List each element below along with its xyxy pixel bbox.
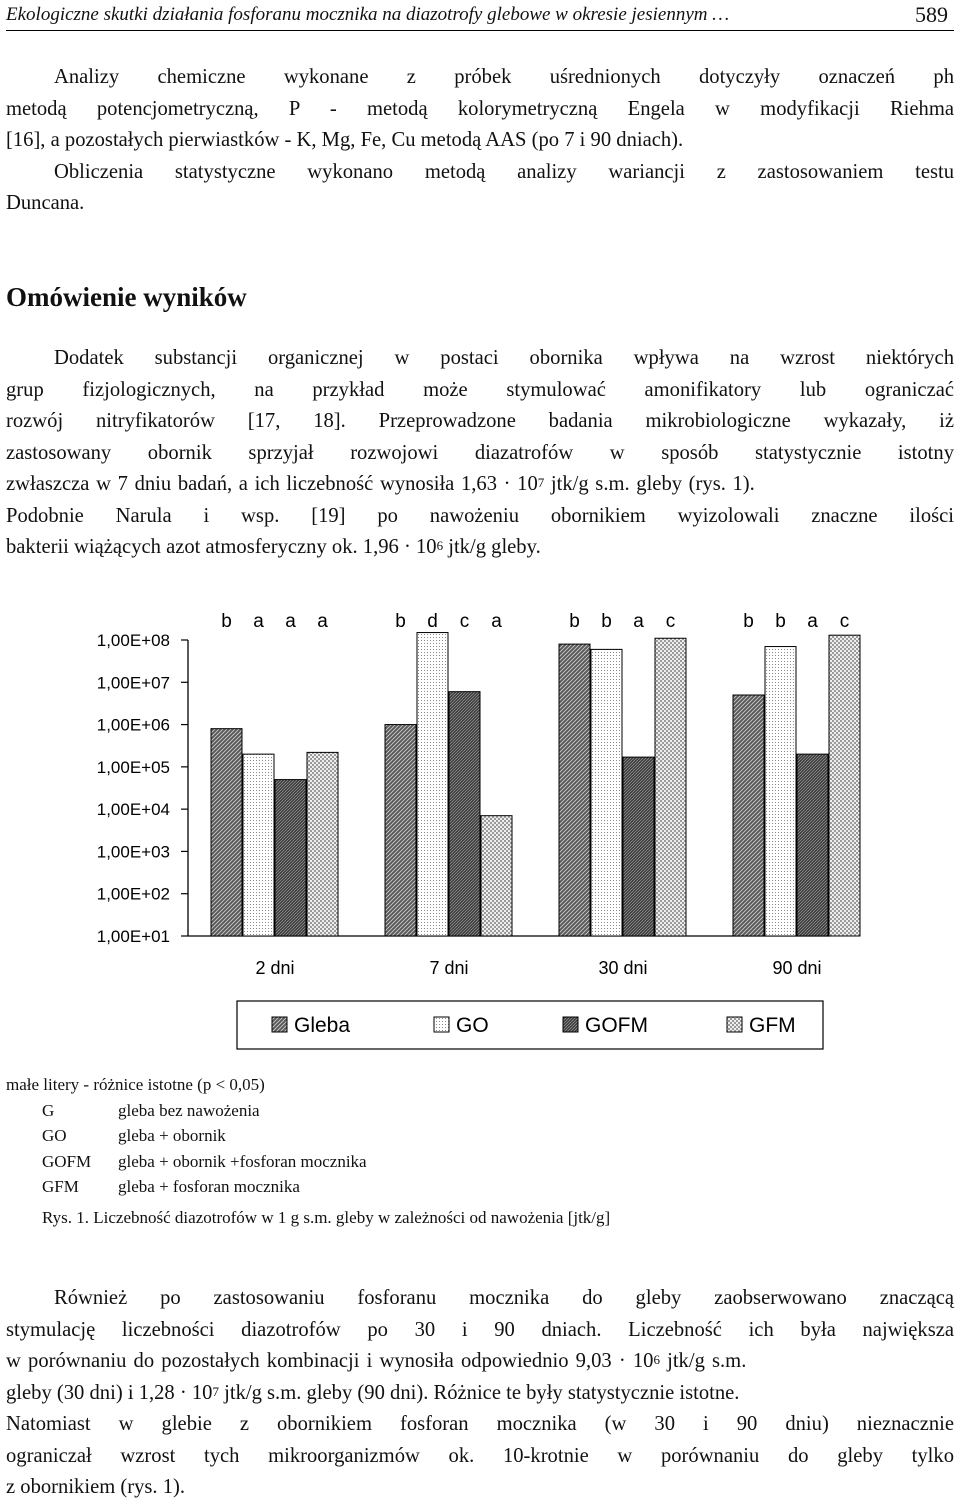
- legend-swatch: [727, 1017, 742, 1032]
- text-fragment: jtk/g gleby.: [443, 536, 541, 558]
- bar-go: [765, 647, 796, 936]
- y-tick-label: 1,00E+03: [96, 842, 170, 862]
- figure-caption: Rys. 1. Liczebność diazotrofów w 1 g s.m. gleby w zależności od nawożenia [jtk/g]: [42, 1208, 611, 1227]
- bar-gleba: [385, 725, 416, 936]
- legend-label: GO: [456, 1014, 489, 1037]
- text-line: Również po zastosowaniu fosforanu mocznika do gleby zaobserwowano znaczącą: [54, 1287, 954, 1309]
- bar-gfm: [655, 638, 686, 936]
- x-category-label: 7 dni: [429, 958, 469, 978]
- y-tick-label: 1,00E+07: [96, 673, 170, 693]
- significance-letter: d: [427, 611, 438, 632]
- y-tick-label: 1,00E+04: [96, 800, 170, 820]
- significance-letter: b: [601, 611, 612, 632]
- discussion-paragraph: [6, 1283, 954, 1504]
- legend-swatch: [563, 1017, 578, 1032]
- results-paragraph: [6, 343, 954, 564]
- significance-letter: b: [775, 611, 786, 632]
- bar-gleba: [559, 644, 590, 936]
- significance-letter: c: [459, 611, 470, 632]
- significance-letter: a: [633, 611, 644, 632]
- running-header: [6, 2, 954, 31]
- text-line: Dodatek substancji organicznej w postaci obornika wpływa na wzrost niektórych: [54, 347, 954, 369]
- note-abbr: GFM: [42, 1177, 79, 1196]
- x-category-label: 2 dni: [255, 958, 295, 978]
- note-abbr: G: [42, 1100, 55, 1120]
- bar-gofm: [797, 754, 828, 936]
- text-line: metodą potencjometryczną, P - metodą kolorymetryczną Engela w modyfikacji Riehma: [6, 97, 954, 120]
- text-line: zastosowany obornik sprzyjał rozwojowi diazatrofów w sposób statystycznie istotny: [6, 441, 954, 464]
- x-category-label: 90 dni: [772, 958, 822, 978]
- running-title: Ekologiczne skutki działania fosforanu mocznika na diazotrofy glebowe w okresie jesiennym …: [6, 4, 730, 25]
- legend-label: Gleba: [294, 1014, 351, 1037]
- significance-letter: b: [569, 611, 580, 632]
- text-line: stymulację liczebności diazotrofów po 30 i 90 dniach. Liczebność ich była największa: [6, 1318, 954, 1341]
- methods-paragraph: [6, 62, 954, 220]
- notes-intro: małe litery - różnice istotne (p < 0,05): [6, 1075, 265, 1094]
- text-line: Podobnie Narula i wsp. [19] po nawożeniu obornikiem wyizolowali znaczne ilości: [6, 504, 954, 527]
- bar-gofm: [449, 692, 480, 936]
- bar-go: [243, 754, 274, 936]
- exponent: 7: [212, 1383, 219, 1399]
- significance-letter: a: [491, 611, 502, 632]
- legend-label: GOFM: [585, 1014, 648, 1037]
- significance-letter: b: [395, 611, 406, 632]
- text-fragment: bakterii wiążących azot atmosferyczny ok. 1,96 · 10: [6, 536, 437, 558]
- bar-gleba: [733, 695, 764, 936]
- bar-gfm: [481, 816, 512, 936]
- text-fragment: jtk/g s.m. gleby (90 dni). Różnice te były statystycznie istotne.: [218, 1381, 740, 1404]
- exponent: 6: [436, 538, 444, 553]
- text-line: Natomiast w glebie z obornikiem fosforan mocznika (w 30 i 90 dniu) nieznacznie: [6, 1413, 954, 1435]
- chart-legend: [237, 1001, 823, 1049]
- chart-notes: [6, 1072, 367, 1200]
- significance-letters: [221, 611, 849, 632]
- text-line: Analizy chemiczne wykonane z próbek uśrednionych dotyczyły oznaczeń ph: [54, 66, 954, 88]
- text-fragment: gleby (30 dni) i 1,28 · 10: [6, 1381, 213, 1404]
- significance-letter: b: [743, 611, 754, 632]
- text-line: Duncana.: [6, 192, 85, 214]
- text-line: [6, 1346, 954, 1378]
- bars-group: [211, 633, 860, 936]
- diazotroph-bar-chart: [0, 600, 960, 1060]
- significance-letter: a: [807, 611, 818, 632]
- text-fragment: jtk/g s.m.: [659, 1350, 747, 1372]
- note-def: gleba + obornik +fosforan mocznika: [118, 1151, 367, 1171]
- legend-swatch: [272, 1017, 287, 1032]
- note-def: gleba + obornik: [118, 1126, 226, 1145]
- bar-go: [417, 633, 448, 936]
- x-axis-labels: [255, 958, 821, 978]
- text-line: ograniczał wzrost tych mikroorganizmów ok. 10-krotnie w porównaniu do gleby tylko: [6, 1444, 954, 1467]
- text-fragment: zwłaszcza w 7 dniu badań, a ich liczebność wynosiła 1,63 · 10: [6, 473, 538, 495]
- y-tick-label: 1,00E+08: [96, 631, 170, 650]
- text-line: rozwój nitryfikatorów [17, 18]. Przeprowadzone badania mikrobiologiczne wykazały, iż: [6, 410, 954, 432]
- y-tick-label: 1,00E+01: [96, 927, 170, 946]
- bar-gfm: [829, 635, 860, 936]
- legend-swatch: [434, 1017, 449, 1032]
- text-fragment: jtk/g s.m. gleby (rys. 1).: [544, 473, 755, 495]
- y-tick-label: 1,00E+05: [96, 757, 170, 777]
- exponent: 7: [537, 475, 545, 490]
- note-item: [6, 1098, 265, 1124]
- significance-letter: a: [253, 611, 264, 632]
- text-line: [6, 532, 954, 564]
- significance-letter: b: [221, 611, 232, 632]
- text-line: z obornikiem (rys. 1).: [6, 1476, 186, 1498]
- note-item: [6, 1149, 367, 1175]
- note-def: gleba bez nawożenia: [118, 1100, 260, 1120]
- text-line: [16], a pozostałych pierwiastków - K, Mg, Fe, Cu metodą AAS (po 7 i 90 dniach).: [6, 129, 684, 151]
- page-number: 589: [915, 2, 948, 27]
- y-tick-label: 1,00E+02: [96, 884, 170, 904]
- note-abbr: GOFM: [42, 1151, 92, 1171]
- significance-letter: a: [317, 611, 328, 632]
- significance-letter: c: [839, 611, 850, 632]
- text-line: grup fizjologicznych, na przykład może stymulować amonifikatory lub ograniczać: [6, 378, 954, 401]
- significance-letter: c: [665, 611, 676, 632]
- text-fragment: w porównaniu do pozostałych kombinacji i wynosiła odpowiednio 9,03 · 10: [6, 1350, 654, 1372]
- exponent: 6: [653, 1352, 660, 1367]
- section-heading: Omówienie wyników: [6, 282, 247, 312]
- note-def: gleba + fosforan mocznika: [118, 1177, 300, 1196]
- note-item: [6, 1123, 265, 1149]
- bar-go: [591, 649, 622, 936]
- text-line: Obliczenia statystyczne wykonano metodą analizy wariancji z zastosowaniem testu: [54, 160, 954, 183]
- text-line: [6, 1378, 954, 1410]
- bar-gleba: [211, 729, 242, 936]
- bar-gofm: [275, 780, 306, 936]
- x-category-label: 30 dni: [598, 958, 648, 978]
- note-item: [6, 1174, 300, 1200]
- text-line: [6, 469, 954, 501]
- bar-gofm: [623, 757, 654, 936]
- legend-label: GFM: [749, 1014, 796, 1037]
- y-tick-label: 1,00E+06: [96, 715, 170, 735]
- bar-gfm: [307, 752, 338, 936]
- significance-letter: a: [285, 611, 296, 632]
- note-abbr: GO: [42, 1126, 67, 1145]
